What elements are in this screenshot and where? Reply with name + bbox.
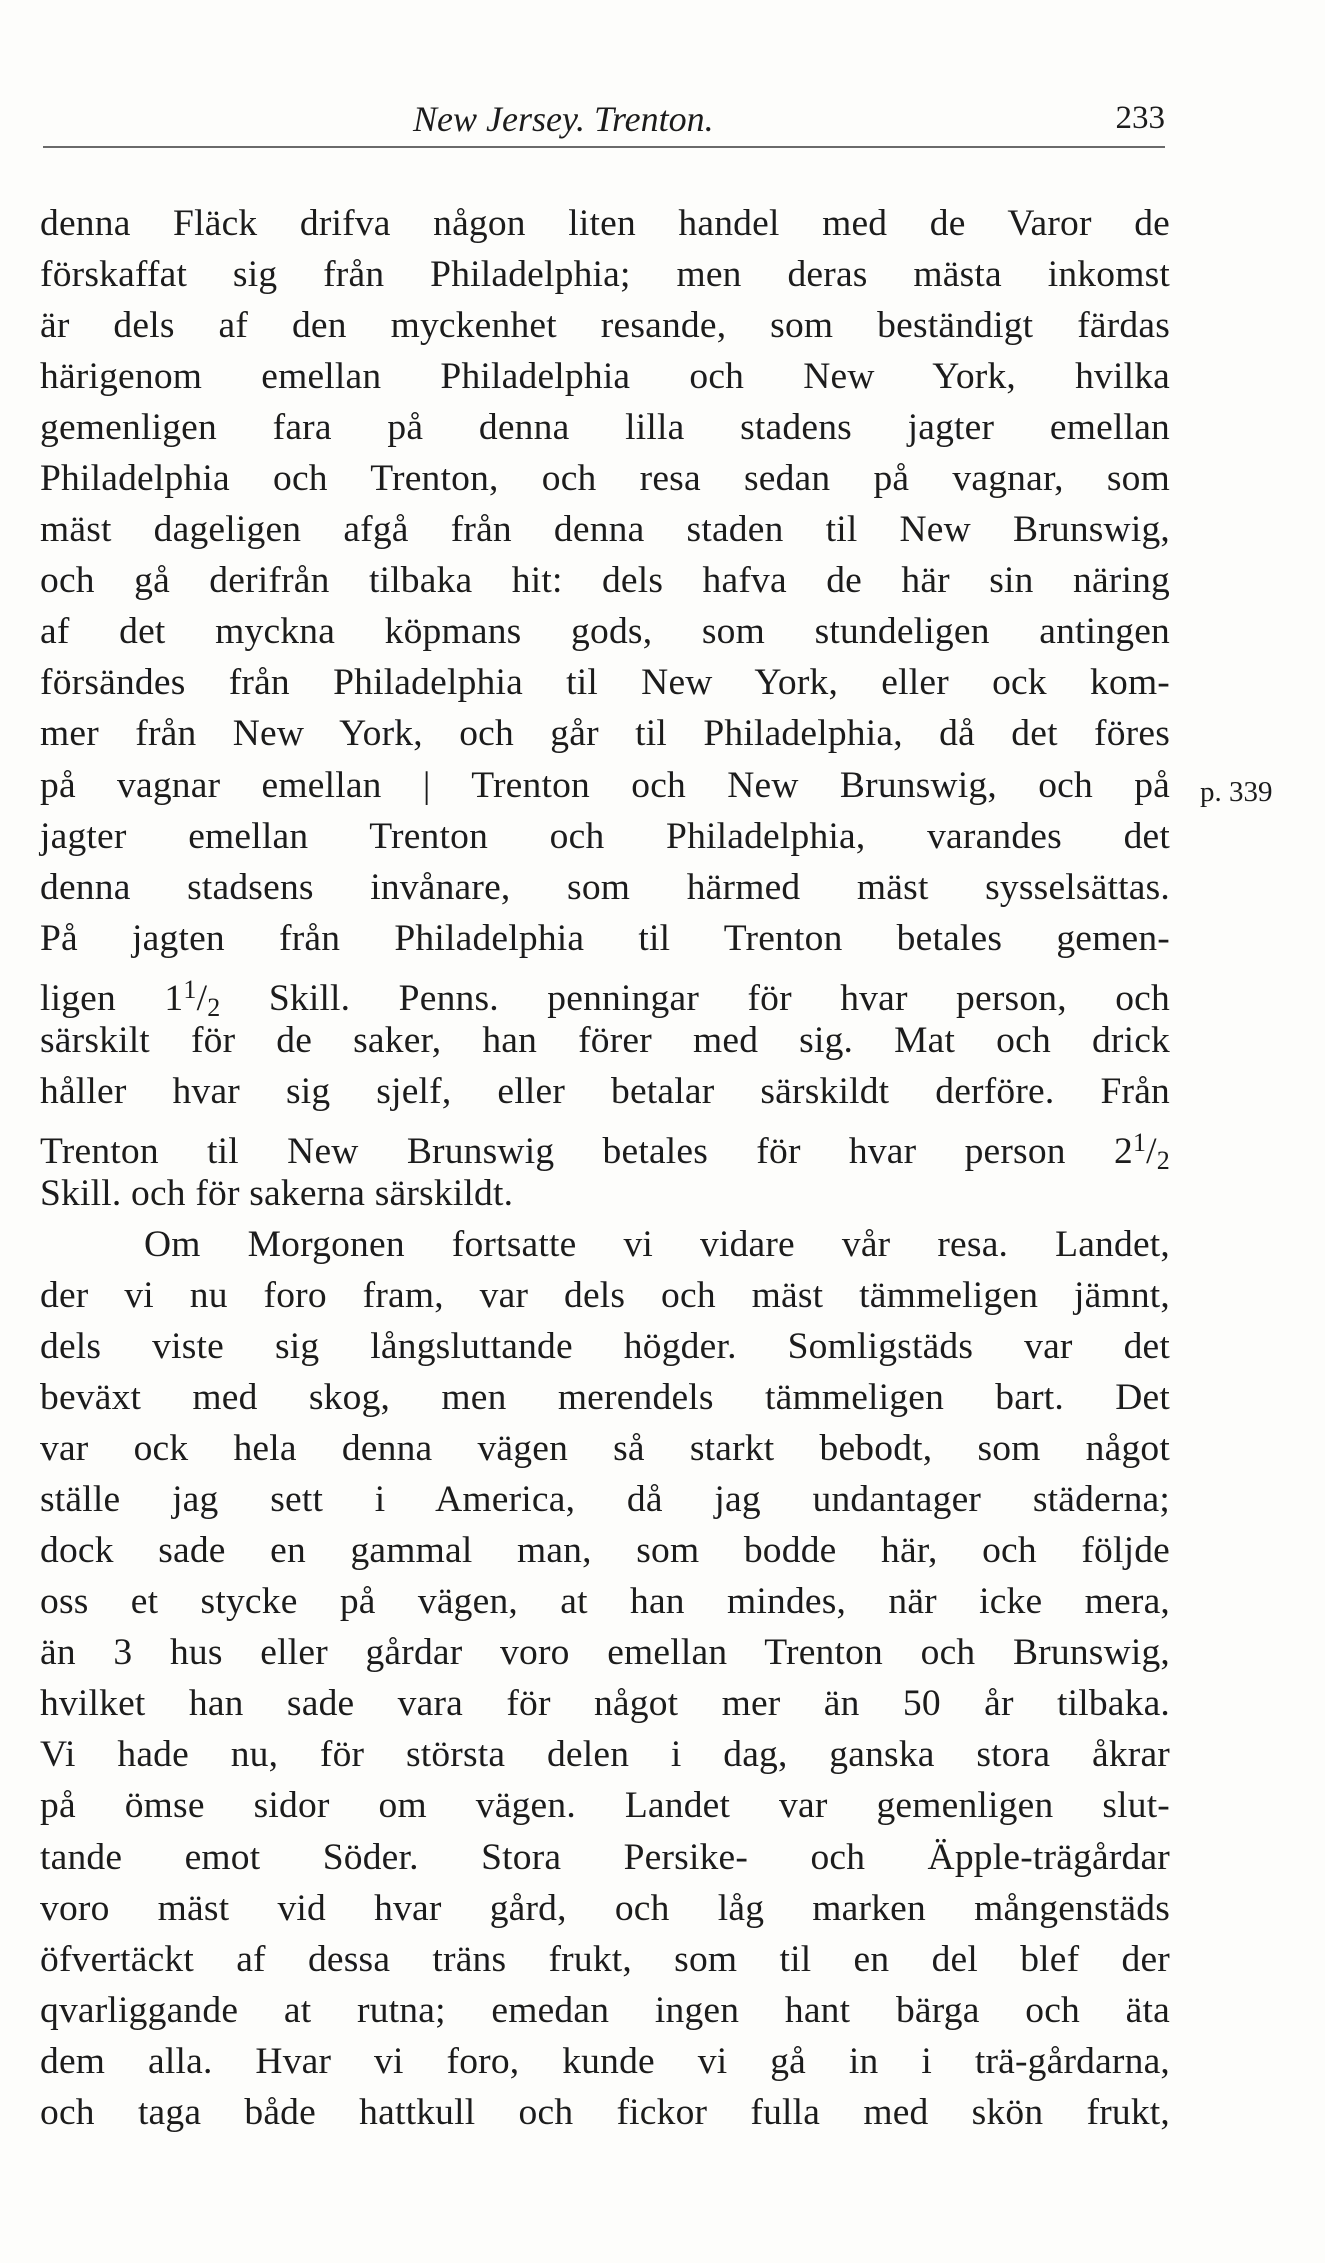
fraction-numerator: 1 [183,974,197,1004]
text-line: Om Morgonen fortsatte vi vidare vår resa. Landet, [144,1223,1170,1265]
header-title: New Jersey. Trenton. [413,99,714,139]
fraction-denominator: 2 [1156,1145,1170,1175]
fraction-denominator: 2 [207,992,221,1022]
text-line: Philadelphia och Trenton, och resa sedan på vagnar, som [40,458,1170,500]
text-line: dem alla. Hvar vi foro, kunde vi gå in i trä-gårdarna, [40,2040,1170,2082]
text-line: denna Fläck drifva någon liten handel med de Varor de [40,203,1170,244]
text-line: öfvertäckt af dessa träns frukt, som til en del blef der [40,1938,1170,1980]
text-line: är dels af den myckenhet resande, som beständigt färdas [40,305,1170,347]
text-fragment: ligen 1 [40,977,184,1019]
text-line: dels viste sig långsluttande högder. Somligstäds var det [40,1326,1170,1368]
text-line: På jagten från Philadelphia til Trenton betales gemen- [40,917,1170,959]
text-line: härigenom emellan Philadelphia och New York, hvilka [40,356,1170,398]
text-line: ställe jag sett i America, då jag undantager städerna; [40,1479,1170,1521]
text-line: hvilket han sade vara för något mer än 50 år tilbaka. [40,1683,1170,1725]
text-line: beväxt med skog, men merendels tämmeligen bart. Det [40,1377,1170,1419]
text-fragment: Trenton til New Brunswig betales för hvar person 2 [40,1130,1133,1172]
text-fragment: Skill. Penns. penningar för hvar person, och [220,977,1170,1019]
text-line: på vagnar emellan | Trenton och New Brunswig, och på [40,764,1170,806]
text-line: Vi hade nu, för största delen i dag, ganska stora åkrar [40,1734,1170,1776]
text-line: dock sade en gammal man, som bodde här, och följde [40,1530,1170,1572]
text-line: jagter emellan Trenton och Philadelphia, varandes det [40,815,1170,857]
text-line: håller hvar sig sjelf, eller betalar särskildt derföre. Från [40,1070,1170,1112]
text-line: särskilt för de saker, han förer med sig. Mat och drick [40,1019,1170,1061]
text-line: var ock hela denna vägen så starkt bebodt, som något [40,1428,1170,1470]
text-line: voro mäst vid hvar gård, och låg marken mångenstäds [40,1887,1170,1929]
body-text [40,198,1170,2138]
fraction-numerator: 1 [1132,1127,1147,1157]
text-line: gemenligen fara på denna lilla stadens jagter emellan [40,407,1170,449]
text-line: mer från New York, och går til Philadelphia, då det föres [40,713,1170,755]
text-line: ligen $1^1/2$ Skill. Penns. penningar för hvar person, och [40,974,1170,1022]
margin-page-reference: p. 339 [1200,776,1273,808]
text-line: der vi nu foro fram, var dels och mäst tämmeligen jämnt, [40,1274,1170,1316]
text-line: oss et stycke på vägen, at han mindes, när icke mera, [40,1581,1170,1623]
page-number: 233 [1115,100,1165,136]
text-line: Trenton til New Brunswig betales för hvar person $2^1/2$ [40,1127,1170,1175]
text-line: och gå derifrån tilbaka hit: dels hafva de här sin näring [40,560,1170,602]
text-line: på ömse sidor om vägen. Landet var gemenligen slut- [40,1785,1170,1827]
text-line: försändes från Philadelphia til New York, eller ock kom- [40,662,1170,704]
text-line: mäst dageligen afgå från denna staden til New Brunswig, [40,509,1170,551]
text-line: förskaffat sig från Philadelphia; men deras mästa inkomst [40,254,1170,296]
text-line: denna stadsens invånare, som härmed mäst sysselsättas. [40,866,1170,908]
text-line: och taga både hattkull och fickor fulla med skön frukt, [40,2091,1170,2133]
text-line: än 3 hus eller gårdar voro emellan Trenton och Brunswig, [40,1632,1170,1674]
running-header [43,98,1165,148]
text-line: tande emot Söder. Stora Persike- och Äpple-trägårdar [40,1836,1170,1878]
text-line: Skill. och för sakerna särskildt. [40,1172,514,1214]
text-line: af det myckna köpmans gods, som stundeligen antingen [40,611,1170,653]
text-line: qvarliggande at rutna; emedan ingen hant bärga och äta [40,1989,1170,2031]
